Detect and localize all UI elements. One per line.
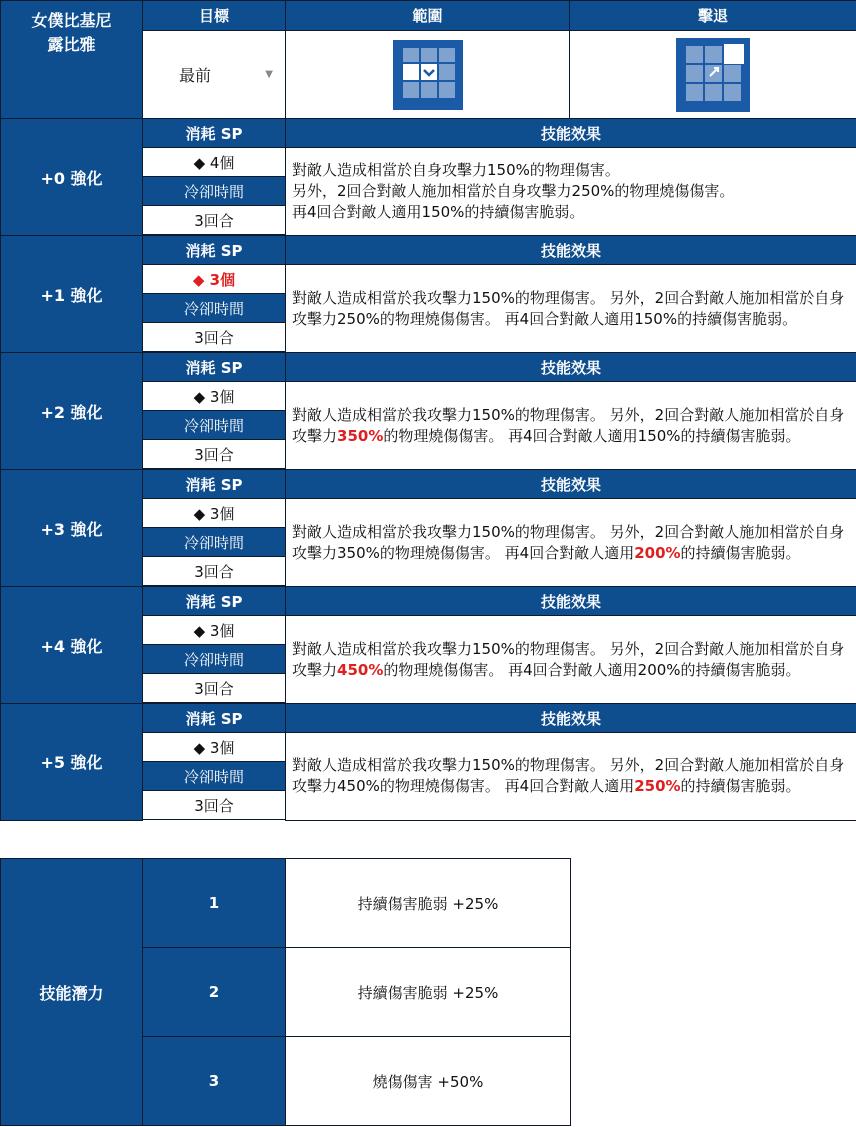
cooldown-value: 3回合: [143, 557, 286, 586]
skill-effect-text: [286, 733, 856, 821]
sp-cost-value: ◆ 3個: [143, 616, 286, 645]
effect-highlight: 350%: [337, 426, 384, 445]
effect-highlight: 200%: [634, 543, 681, 562]
character-name-line2: 露比雅: [47, 35, 96, 54]
effect-segment: 再4回合對敵人適用150%的持續傷害脆弱。: [292, 203, 585, 221]
level-name: +5 強化: [1, 704, 143, 821]
level-name: +3 強化: [1, 470, 143, 587]
cooldown-value: 3回合: [143, 674, 286, 703]
skill-effect-text: [286, 499, 856, 587]
cooldown-header: 冷卻時間: [143, 411, 286, 440]
level-row: [1, 587, 856, 616]
skill-effect-header: 技能效果: [286, 236, 856, 265]
skill-effect-text: [286, 265, 856, 353]
cooldown-value: 3回合: [143, 323, 286, 352]
sp-cost-header: 消耗 SP: [143, 236, 286, 265]
potential-number: 2: [143, 948, 286, 1037]
sp-cost-value: ◆ 3個: [143, 733, 286, 762]
potential-effect: 燒傷傷害 +50%: [286, 1037, 571, 1126]
skill-effect-header: 技能效果: [286, 353, 856, 382]
potential-row: [1, 859, 571, 948]
sp-cost-value: ◆ 3個: [143, 382, 286, 411]
sp-cost-value: ◆ 4個: [143, 148, 286, 177]
effect-segment: 對敵人造成相當於我攻擊力150%的物理傷害。 另外，2回合對敵人施加相當於自身攻擊力: [292, 405, 845, 445]
sp-cost-header: 消耗 SP: [143, 704, 286, 733]
level-row: [1, 470, 856, 499]
effect-segment: 對敵人造成相當於我攻擊力150%的物理傷害。 另外，2回合對敵人施加相當於自身攻擊力: [292, 639, 845, 679]
level-row: [1, 353, 856, 382]
potential-number: 3: [143, 1037, 286, 1126]
skill-effect-text: [286, 382, 856, 470]
sp-cost-header: 消耗 SP: [143, 353, 286, 382]
skill-effect-header: 技能效果: [286, 587, 856, 616]
character-name: [1, 1, 143, 119]
range-grid-icon: [393, 40, 463, 110]
effect-segment: 另外，2回合對敵人施加相當於自身攻擊力250%的物理燒傷傷害。: [292, 182, 735, 200]
level-name: +0 強化: [1, 119, 143, 236]
chevron-down-icon: ▼: [265, 69, 273, 80]
row-spacer: [143, 820, 286, 821]
range-header: 範圍: [286, 1, 570, 31]
level-name: +1 強化: [1, 236, 143, 353]
potential-effect: 持續傷害脆弱 +25%: [286, 859, 571, 948]
effect-highlight: 250%: [634, 777, 681, 796]
skill-effect-header: 技能效果: [286, 704, 856, 733]
knockback-icon-cell: [570, 31, 856, 119]
effect-segment: 對敵人造成相當於我攻擊力150%的物理傷害。 另外，2回合對敵人施加相當於自身攻擊力250%的物理燒傷傷害。 再4回合對敵人適用150%的持續傷害脆弱。: [292, 288, 845, 328]
target-dropdown[interactable]: [143, 31, 286, 119]
level-name: +4 強化: [1, 587, 143, 704]
cooldown-header: 冷卻時間: [143, 762, 286, 791]
cooldown-value: 3回合: [143, 206, 286, 235]
sp-cost-value: ◆ 3個: [143, 499, 286, 528]
potential-label: 技能潛力: [1, 859, 143, 1126]
cooldown-value: 3回合: [143, 440, 286, 469]
cooldown-header: 冷卻時間: [143, 294, 286, 323]
effect-segment: 的持續傷害脆弱。: [680, 543, 801, 562]
effect-segment: 的物理燒傷傷害。 再4回合對敵人適用200%的持續傷害脆弱。: [383, 660, 801, 679]
level-name: +2 強化: [1, 353, 143, 470]
skill-effect-text: [286, 616, 856, 704]
sp-cost-value: ◆ 3個: [143, 265, 286, 294]
range-icon-cell: [286, 31, 570, 119]
skill-effect-header: 技能效果: [286, 119, 856, 148]
cooldown-header: 冷卻時間: [143, 645, 286, 674]
effect-segment: 對敵人造成相當於自身攻擊力150%的物理傷害。: [292, 161, 620, 179]
potential-effect: 持續傷害脆弱 +25%: [286, 948, 571, 1037]
effect-highlight: 450%: [337, 660, 384, 679]
effect-segment: 的物理燒傷傷害。 再4回合對敵人適用150%的持續傷害脆弱。: [383, 426, 801, 445]
level-row: [1, 236, 856, 265]
knockback-grid-icon: [676, 38, 750, 112]
skill-effect-header: 技能效果: [286, 470, 856, 499]
sp-cost-header: 消耗 SP: [143, 119, 286, 148]
target-header: 目標: [143, 1, 286, 31]
effect-segment: 的持續傷害脆弱。: [680, 777, 801, 796]
sp-cost-header: 消耗 SP: [143, 470, 286, 499]
character-name-line1: 女僕比基尼: [31, 11, 112, 30]
effect-segment: 對敵人造成相當於我攻擊力150%的物理傷害。 另外，2回合對敵人施加相當於自身攻擊力350%的物理燒傷傷害。 再4回合對敵人適用: [292, 522, 845, 562]
level-row: [1, 704, 856, 733]
skill-potential-table: [0, 858, 571, 1126]
cooldown-value: 3回合: [143, 791, 286, 820]
skill-effect-text: [286, 148, 856, 236]
level-row: [1, 119, 856, 148]
sp-cost-header: 消耗 SP: [143, 587, 286, 616]
effect-segment: 對敵人造成相當於我攻擊力150%的物理傷害。 另外，2回合對敵人施加相當於自身攻擊力450%的物理燒傷傷害。 再4回合對敵人適用: [292, 756, 845, 796]
potential-number: 1: [143, 859, 286, 948]
knockback-header: 擊退: [570, 1, 856, 31]
target-value: 最前: [179, 66, 212, 85]
cooldown-header: 冷卻時間: [143, 177, 286, 206]
cooldown-header: 冷卻時間: [143, 528, 286, 557]
